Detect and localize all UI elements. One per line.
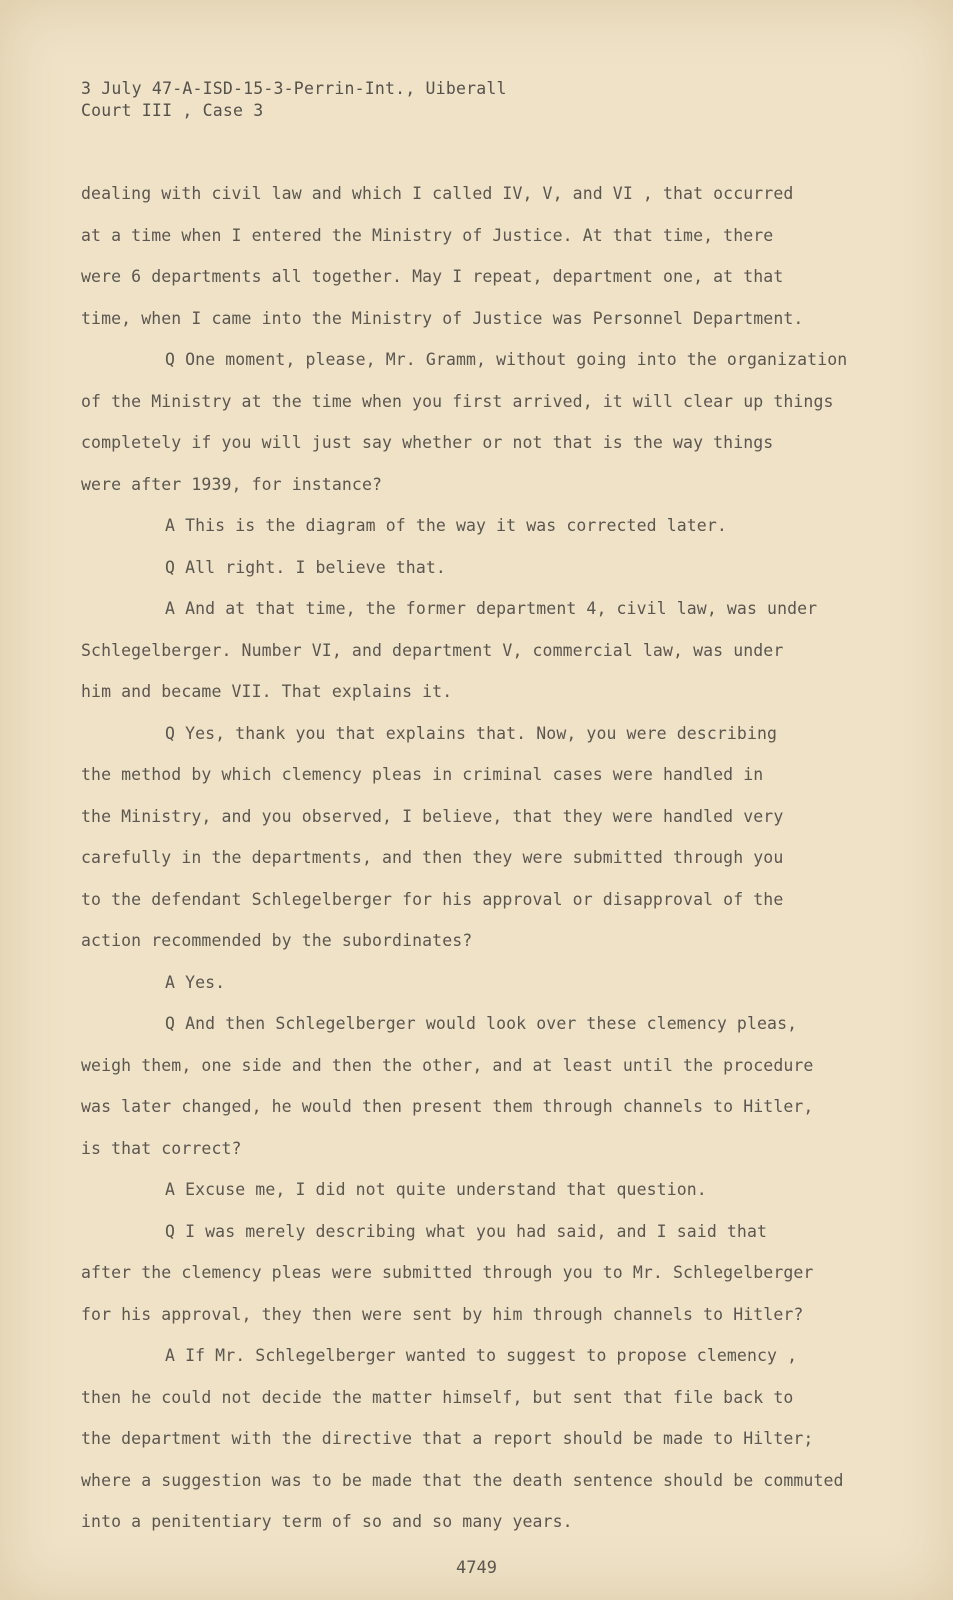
text-line: where a suggestion was to be made that the death sentence should be commuted [81, 1470, 844, 1490]
text-line: the method by which clemency pleas in criminal cases were handled in [81, 765, 764, 784]
text-line: action recommended by the subordinates? [81, 931, 473, 950]
text-line: Schlegelberger. Number VI, and department V, commercial law, was under [81, 640, 784, 660]
text-line: is that correct? [81, 1138, 242, 1158]
text-line: were 6 departments all together. May I repeat, department one, at that [81, 267, 784, 286]
question-line: Q And then Schlegelberger would look over these clemency pleas, [165, 1014, 798, 1033]
answer-line: A If Mr. Schlegelberger wanted to suggest to propose clemency , [165, 1346, 798, 1365]
question-line: Q All right. I believe that. [165, 557, 446, 577]
answer-line: A Excuse me, I did not quite understand that question. [165, 1180, 707, 1199]
text-line: for his approval, they then were sent by him through channels to Hitler? [81, 1304, 804, 1324]
text-line: dealing with civil law and which I called IV, V, and VI , that occurred [81, 184, 794, 203]
text-line: weigh them, one side and then the other, and at least until the procedure [81, 1055, 814, 1075]
text-line: at a time when I entered the Ministry of Justice. At that time, there [81, 225, 774, 245]
text-line: after the clemency pleas were submitted through you to Mr. Schlegelberger [81, 1263, 814, 1282]
question-line: Q I was merely describing what you had said, and I said that [165, 1221, 768, 1241]
text-line: the Ministry, and you observed, I believe, that they were handled very [81, 806, 784, 826]
question-line: Q Yes, thank you that explains that. Now, you were describing [165, 723, 778, 743]
text-line: him and became VII. That explains it. [81, 682, 453, 701]
text-line: were after 1939, for instance? [81, 474, 383, 494]
text-line: into a penitentiary term of so and so many years. [81, 1512, 573, 1531]
text-line: carefully in the departments, and then they were submitted through you [81, 848, 784, 867]
answer-line: A Yes. [165, 972, 226, 992]
answer-line: A And at that time, the former department 4, civil law, was under [165, 599, 818, 618]
text-line: time, when I came into the Ministry of Justice was Personnel Department. [81, 308, 804, 328]
question-line: Q One moment, please, Mr. Gramm, without going into the organization [165, 350, 848, 369]
text-line: completely if you will just say whether or not that is the way things [81, 433, 774, 452]
answer-line: A This is the diagram of the way it was corrected later. [165, 516, 727, 535]
page-number: 4749 [456, 1558, 497, 1578]
text-line: of the Ministry at the time when you first arrived, it will clear up things [81, 391, 834, 411]
text-line: was later changed, he would then present them through channels to Hitler, [81, 1097, 814, 1116]
text-line: the department with the directive that a report should be made to Hilter; [81, 1429, 814, 1448]
transcript-body [81, 182, 881, 1552]
text-line: to the defendant Schlegelberger for his approval or disapproval of the [81, 889, 784, 909]
document-header [81, 78, 507, 122]
header-court-line: Court III , Case 3 [81, 101, 264, 120]
header-reference-line: 3 July 47-A-ISD-15-3-Perrin-Int., Uiberall [81, 79, 507, 98]
text-line: then he could not decide the matter himself, but sent that file back to [81, 1387, 794, 1407]
